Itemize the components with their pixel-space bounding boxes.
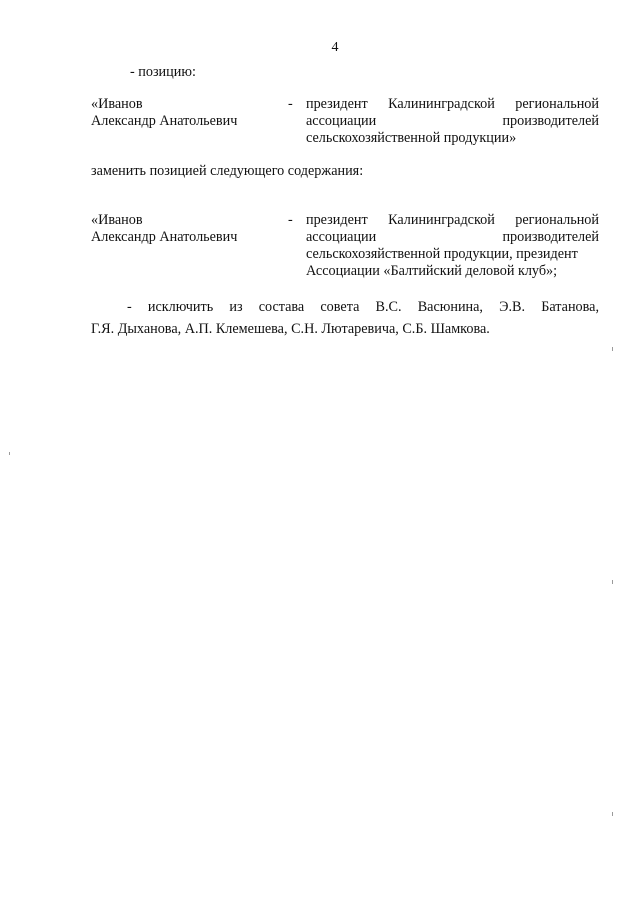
entry-dash: - — [288, 96, 293, 112]
description-line: президент Калининградской региональной — [306, 96, 599, 112]
exclusion-line: Г.Я. Дыханова, А.П. Клемешева, С.Н. Лютаревича, С.Б. Шамкова. — [91, 321, 490, 337]
person-surname: «Иванов — [91, 96, 143, 112]
exclusion-line: - исключить из состава совета В.С. Васюнина, Э.В. Батанова, — [127, 299, 599, 315]
page-number: 4 — [331, 40, 339, 55]
scan-speck — [9, 452, 10, 455]
description-line: сельскохозяйственной продукции, президент — [306, 246, 578, 262]
description-line: ассоциации производителей — [306, 113, 599, 129]
scan-speck — [612, 580, 613, 584]
exclusion-paragraph — [91, 296, 599, 340]
position-intro: - позицию: — [130, 64, 196, 80]
description-line: ассоциации производителей — [306, 229, 599, 245]
scan-speck — [612, 812, 613, 816]
entry-dash: - — [288, 212, 293, 228]
position-description — [306, 96, 599, 147]
description-line: Ассоциации «Балтийский деловой клуб»; — [306, 263, 558, 279]
person-surname: «Иванов — [91, 212, 143, 228]
description-line: президент Калининградской региональной — [306, 212, 599, 228]
person-name — [91, 212, 281, 246]
replace-instruction: заменить позицией следующего содержания: — [91, 163, 364, 179]
person-given-names: Александр Анатольевич — [91, 229, 238, 245]
person-name — [91, 96, 281, 130]
scan-speck — [612, 347, 613, 351]
person-given-names: Александр Анатольевич — [91, 113, 238, 129]
position-description — [306, 212, 599, 280]
description-line: сельскохозяйственной продукции» — [306, 130, 517, 146]
